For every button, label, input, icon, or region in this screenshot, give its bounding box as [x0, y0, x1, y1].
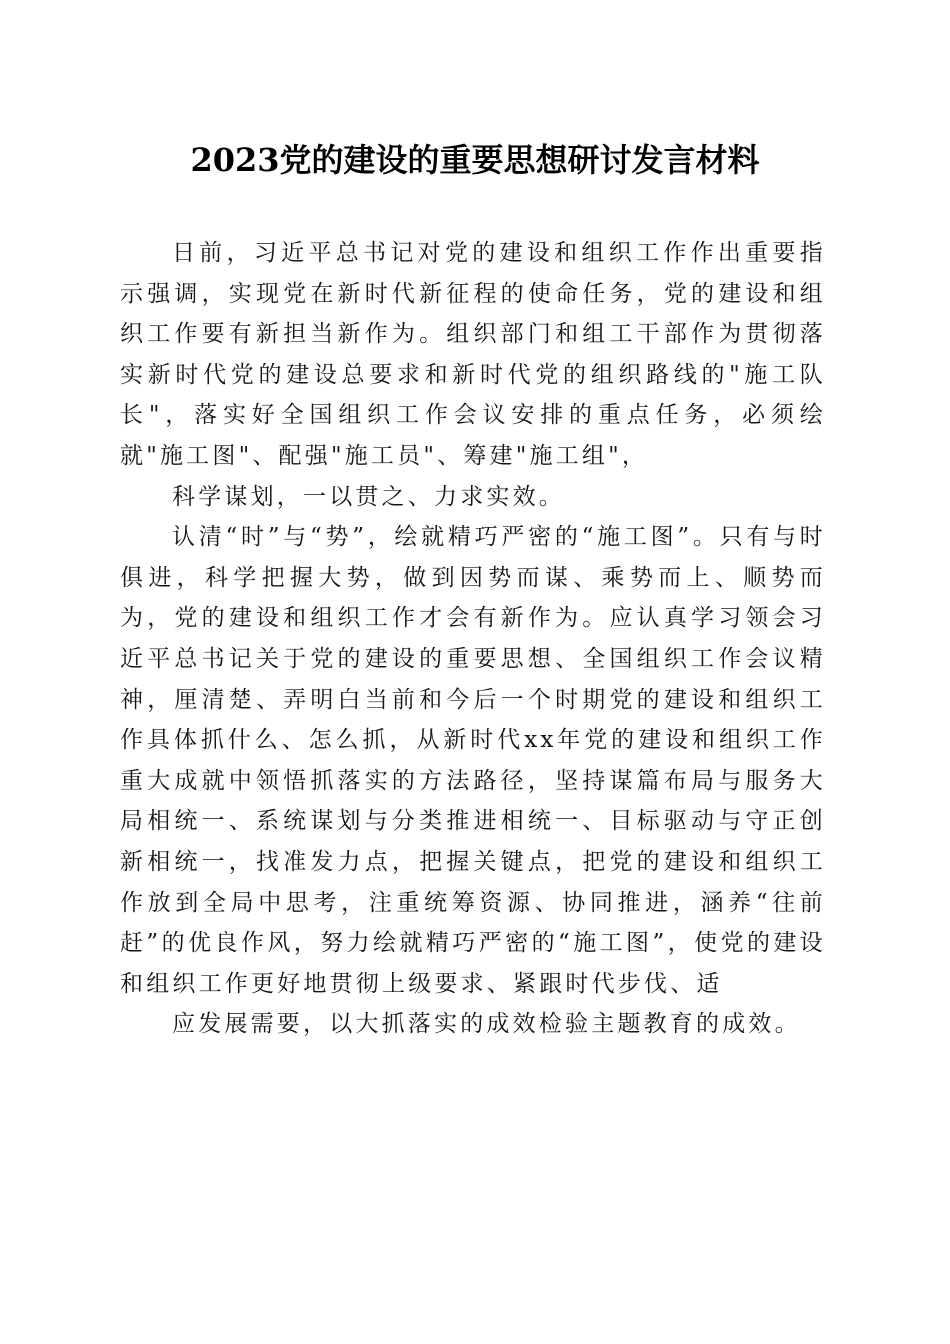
- paragraph-4: 应发展需要，以大抓落实的成效检验主题教育的成效。: [172, 1011, 801, 1038]
- paragraph-1: 日前，习近平总书记对党的建设和组织工作作出重要指示强调，实现党在新时代新征程的使命任务，党的建设和组织工作要有新担当新作为。组织部门和组工干部作为贯彻落实新时代党的建设总要求和新时代党的组织路线的"施工队长"，落实好全国组织工作会议安排的重点任务，必须绘就"施工图"、配强"施工员"、筹建"施工组"，: [120, 240, 826, 469]
- document-body: [120, 233, 826, 1045]
- paragraph-3: 认清“时”与“势”，绘就精巧严密的“施工图”。只有与时俱进，科学把握大势，做到因势而谋、乘势而上、顺势而为，党的建设和组织工作才会有新作为。应认真学习领会习近平总书记关于党的建设的重要思想、全国组织工作会议精神，厘清楚、弄明白当前和今后一个时期党的建设和组织工作具体抓什么、怎么抓，从新时代xx年党的建设和组织工作重大成就中领悟抓落实的方法路径，坚持谋篇布局与服务大局相统一、系统谋划与分类推进相统一、目标驱动与守正创新相统一，找准发力点，把握关键点，把党的建设和组织工作放到全局中思考，注重统筹资源、协同推进，涵养“往前赶”的优良作风，努力绘就精巧严密的“施工图”，使党的建设和组织工作更好地贯彻上级要求、紧跟时代步伐、适: [120, 524, 826, 997]
- document-title: 2023党的建设的重要思想研讨发言材料: [190, 141, 760, 179]
- paragraph-2: 科学谋划，一以贯之、力求实效。: [172, 483, 565, 510]
